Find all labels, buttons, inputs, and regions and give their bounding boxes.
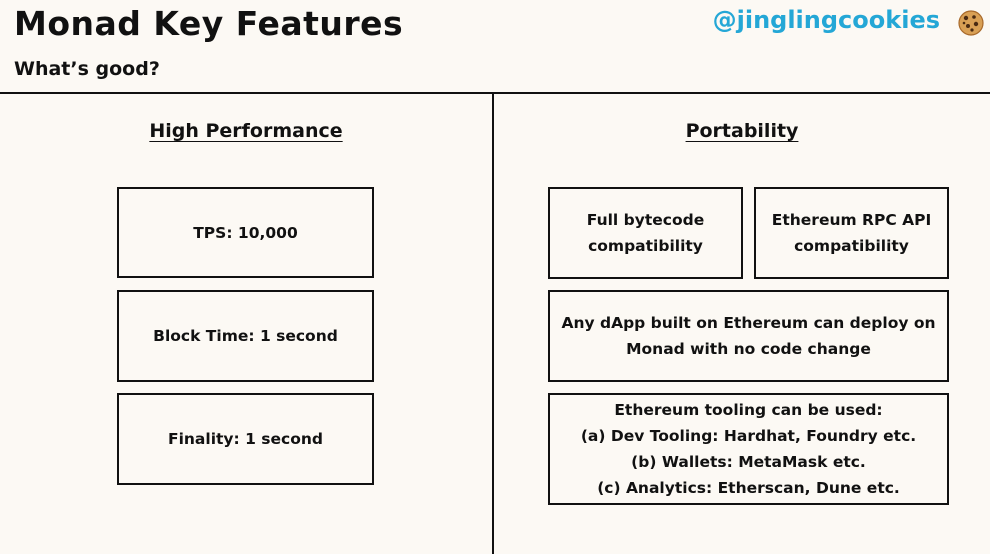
tps-text: TPS: 10,000	[193, 223, 298, 242]
finality-box	[117, 393, 374, 485]
block-time-box	[117, 290, 374, 382]
tps-box	[117, 187, 374, 278]
rpc-line-1: Ethereum RPC API	[771, 211, 932, 229]
tooling-line-2: (a) Dev Tooling: Hardhat, Foundry etc.	[580, 427, 917, 445]
section-heading-high-performance: High Performance	[149, 120, 343, 142]
rpc-line-2: compatibility	[794, 237, 909, 255]
bytecode-line-1: Full bytecode	[586, 211, 705, 229]
column-divider	[492, 93, 494, 554]
page-subtitle: What’s good?	[14, 58, 160, 80]
tooling-line-1: Ethereum tooling can be used:	[614, 401, 883, 419]
tooling-line-4: (c) Analytics: Etherscan, Dune etc.	[597, 479, 900, 497]
page-title: Monad Key Features	[14, 4, 404, 43]
finality-text: Finality: 1 second	[167, 430, 323, 448]
dapp-line-1: Any dApp built on Ethereum can deploy on	[561, 314, 936, 332]
tooling-line-3: (b) Wallets: MetaMask etc.	[631, 453, 866, 471]
section-heading-portability: Portability	[685, 120, 799, 142]
block-time-text: Block Time: 1 second	[153, 327, 338, 345]
bytecode-line-2: compatibility	[588, 237, 703, 255]
rpc-compatibility-box	[754, 187, 949, 279]
dapp-deploy-box	[548, 290, 949, 382]
bytecode-compatibility-box	[548, 187, 743, 279]
cookie-icon	[958, 10, 984, 36]
ethereum-tooling-box	[548, 393, 949, 505]
author-handle: @jinglingcookies	[712, 6, 940, 34]
header-divider	[0, 92, 990, 94]
dapp-line-2: Monad with no code change	[626, 340, 871, 358]
